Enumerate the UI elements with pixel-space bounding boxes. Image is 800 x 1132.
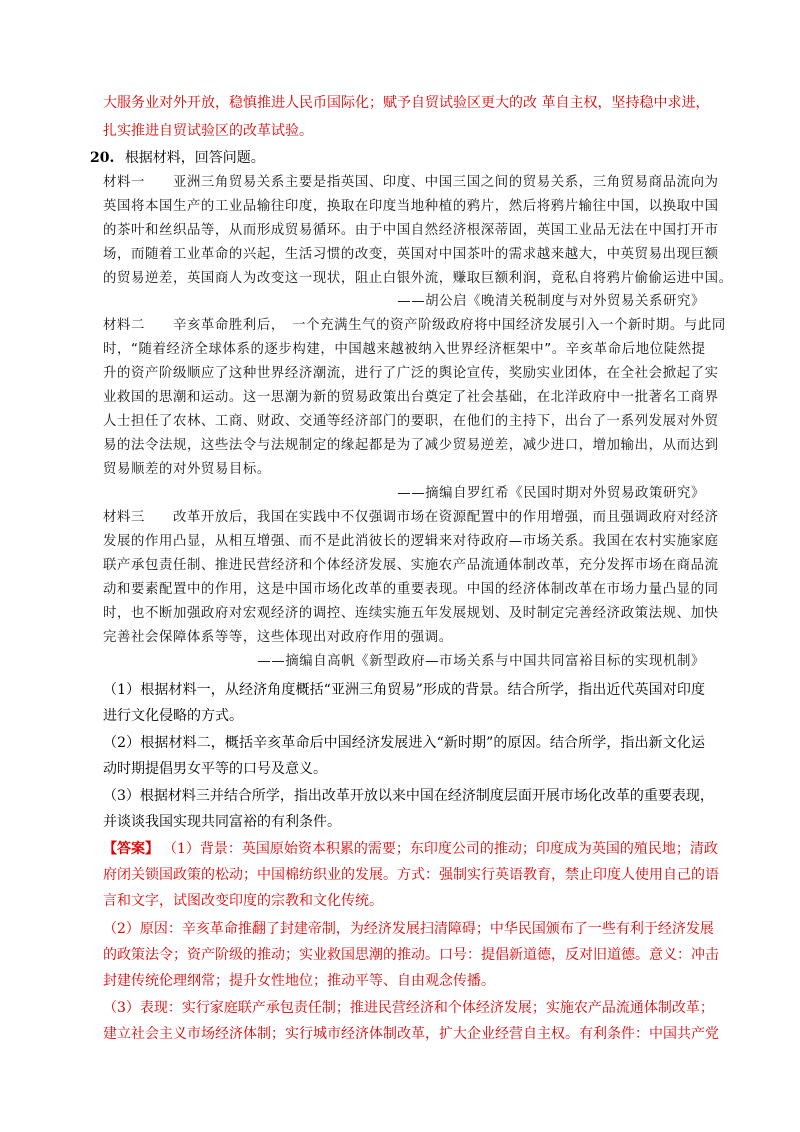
top-answer-line-1: 大服务业对外开放，稳慎推进人民币国际化；赋予自贸试验区更大的改 革自主权，坚持稳中求进， bbox=[103, 95, 710, 111]
material3-line: 发展的作用凸显，从相互增强、而不是此消彼长的逻辑来对待政府—市场关系。我国在农村实施家庭 bbox=[103, 534, 719, 549]
sub-question-3-line: 并谈谈我国实现共同富裕的有利条件。 bbox=[103, 814, 341, 830]
material3-line: 时，也不断加强政府对宏观经济的调控、连续实施五年发展规划、及时制定完善经济政策法规、加快 bbox=[103, 606, 719, 621]
question-number: 20. bbox=[90, 150, 115, 166]
question-header bbox=[90, 148, 265, 168]
sub-question-1-line: 进行文化侵略的方式。 bbox=[103, 708, 243, 724]
material3-line: 材料三 改革开放后，我国在实践中不仅强调市场在资源配置中的作用增强，而且强调政府对经济 bbox=[103, 510, 719, 525]
material1-line: 英国将本国生产的工业品输往印度，换取在印度当地种植的鸦片，然后将鸦片输往中国，以换取中国 bbox=[103, 199, 719, 214]
material2-line: 易的法令法规，这些法令与法规制定的缘起都是为了减少贸易逆差，减少进口，增加输出，从而达到 bbox=[103, 438, 719, 453]
answer-part2-line: （2）原因：辛亥革命推翻了封建帝制，为经济发展扫清障碍；中华民国颁布了一些有利于经济发展 bbox=[103, 921, 714, 937]
answer-line-1 bbox=[103, 839, 718, 859]
question-prompt: 根据材料，回答问题。 bbox=[124, 150, 265, 166]
material2-line: 升的资产阶级顺应了这种世界经济潮流，进行了广泛的舆论宣传，奖励实业团体，在全社会掀起了实 bbox=[103, 366, 719, 381]
sub-question-3-line: （3）根据材料三并结合所学，指出改革开放以来中国在经济制度层面开展市场化改革的重要表现， bbox=[103, 788, 714, 804]
answer-label: 【答案】 bbox=[103, 841, 159, 857]
material2-line: 人士担任了农林、工商、财政、交通等经济部门的要职，在他们的主持下，出台了一系列发展对外贸 bbox=[103, 414, 719, 429]
material2-line: 业救国的思潮和运动。这一思潮为新的贸易政策出台奠定了社会基础，在北洋政府中一批著名工商界 bbox=[103, 390, 719, 405]
material1-line: 材料一 亚洲三角贸易关系主要是指英国、印度、中国三国之间的贸易关系，三角贸易商品流向为 bbox=[103, 175, 719, 190]
top-answer-line-2: 扎实推进自贸试验区的改革试验。 bbox=[103, 123, 313, 139]
answer-part2-line: 封建传统伦理纲常；提升女性地位；推动平等、自由观念传播。 bbox=[103, 973, 495, 989]
material3-line: 完善社会保障体系等等，这些体现出对政府作用的强调。 bbox=[103, 630, 453, 645]
answer-part1-line: 府闭关锁国政策的松动；中国棉纺织业的发展。方式：强制实行英语教育，禁止印度人使用自己的语 bbox=[103, 867, 719, 883]
answer-part3-line: 建立社会主义市场经济体制；实行城市经济体制改革，扩大企业经营自主权。有利条件：中国共产党 bbox=[103, 1026, 719, 1042]
material3-source: ——摘编自高帆《新型政府—市场关系与中国共同富裕目标的实现机制》 bbox=[257, 654, 705, 669]
material3-line: 动和要素配置中的作用，这是中国市场化改革的重要表现。中国的经济体制改革在市场力量凸显的同 bbox=[103, 582, 719, 597]
sub-question-2-line: 动时期提倡男女平等的口号及意义。 bbox=[103, 761, 327, 777]
material1-line: 的茶叶和丝织品等，从而形成贸易循环。由于中国自然经济根深蒂固，英国工业品无法在中国打开市 bbox=[103, 223, 719, 238]
material3-line: 联产承包责任制、推进民营经济和个体经济发展、实施农产品流通体制改革，充分发挥市场在商品流 bbox=[103, 558, 719, 573]
material2-line: 贸易顺差的对外贸易目标。 bbox=[103, 462, 271, 477]
material2-line: 材料二 辛亥革命胜利后， 一个充满生气的资产阶级政府将中国经济发展引入一个新时期。与此同 bbox=[103, 318, 726, 333]
material1-line: 场，而随着工业革命的兴起，生活习惯的改变，英国对中国茶叶的需求越来越大，中英贸易出现巨额 bbox=[103, 247, 719, 262]
answer-part1-line: （1）背景：英国原始资本积累的需要；东印度公司的推动；印度成为英国的殖民地；清政 bbox=[163, 841, 718, 857]
sub-question-1-line: （1）根据材料一，从经济角度概括“亚洲三角贸易”形成的背景。结合所学，指出近代英国对印度 bbox=[103, 682, 705, 698]
material1-source: ——胡公启《晚清关税制度与对外贸易关系研究》 bbox=[397, 294, 705, 309]
material2-line: 时，“随着经济全球体系的逐步构建，中国越来越被纳入世界经济框架中”。辛亥革命后地位陡然提 bbox=[103, 342, 706, 357]
material2-source: ——摘编自罗红希《民国时期对外贸易政策研究》 bbox=[397, 486, 705, 501]
answer-part2-line: 的政策法令；资产阶级的推动；实业救国思潮的推动。口号：提倡新道德，反对旧道德。意义：冲击 bbox=[103, 947, 719, 963]
answer-part3-line: （3）表现：实行家庭联产承包责任制；推进民营经济和个体经济发展；实施农产品流通体制改革； bbox=[103, 1000, 714, 1016]
material1-line: 的贸易逆差，英国商人为改变这一现状，阻止白银外流，赚取巨额利润，竟私自将鸦片偷偷运进中国。 bbox=[103, 271, 733, 286]
sub-question-2-line: （2）根据材料二，概括辛亥革命后中国经济发展进入“新时期”的原因。结合所学，指出新文化运 bbox=[103, 735, 705, 751]
answer-part1-line: 言和文字，试图改变印度的宗教和文化传统。 bbox=[103, 893, 383, 909]
